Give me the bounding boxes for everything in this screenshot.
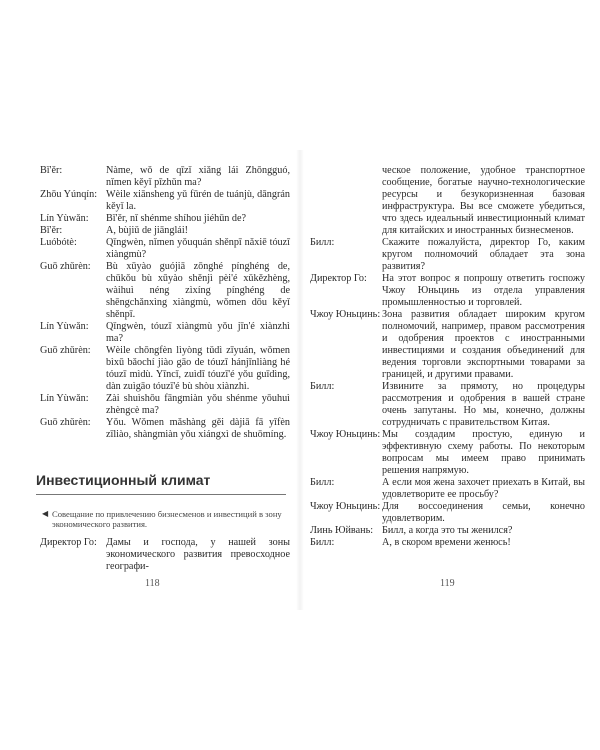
speaker: Директор Го:	[310, 273, 367, 284]
dialogue-line	[40, 189, 290, 213]
dialogue-line	[310, 309, 585, 381]
line-text: Скажите пожалуйста, директор Го, каким кругом полномочий обладает эта зона развития?	[382, 237, 585, 272]
pinyin-dialogue	[40, 165, 290, 441]
speaker: Luóbótè:	[40, 237, 77, 248]
speaker: Чжоу Юньцинь:	[310, 501, 381, 512]
line-text: Зона развития обладает широким кругом полномочий, например, правом рассмотрения и одобрения проектов с иностранными инвестициями и создания объединений для ведения торговли экспортными товарами за границей, и другими правами.	[382, 309, 585, 380]
line-text: Bù xūyào guójiā zōnghé pínghéng de, chūkǒu bù xūyào shěnjì pèi'é xǔkězhèng, wàihuì néng zìxíng pínghéng de shēngchǎnxìng xiàngmù, wǒmen dōu kěyǐ shěnpī.	[106, 261, 290, 320]
speaker: Zhōu Yúnqín:	[40, 189, 98, 200]
line-text: Wèile xiānsheng yǔ fūrén de tuánjù, dāngrán kěyǐ la.	[106, 189, 290, 212]
dialogue-lines	[310, 237, 585, 549]
line-text: A, bùjiǔ de jiānglái!	[106, 225, 189, 236]
speaker: Билл:	[310, 237, 335, 248]
section-title: Инвестиционный климат	[36, 472, 211, 488]
dialogue-line	[310, 381, 585, 429]
dialogue-line	[310, 525, 585, 537]
speaker: Чжоу Юньцинь:	[310, 309, 381, 320]
dialogue-line	[40, 345, 290, 393]
dialogue-line	[40, 213, 290, 225]
russian-dialogue	[310, 165, 585, 549]
speaker: Bǐ'ěr:	[40, 225, 63, 236]
dialogue-line	[40, 537, 290, 573]
context-note-text: Совещание по привлечению бизнесменов и инвестиций в зону экономического развития.	[52, 509, 282, 529]
line-text: Извините за прямоту, но процедуры рассмотрения и одобрения в вашей стране очень запутаны. Но мы, конечно, должны сотрудничать с правительством Китая.	[382, 381, 585, 428]
dialogue-line	[310, 537, 585, 549]
line-text: Qǐngwèn, nǐmen yǒuquán shěnpī nǎxiē tóuzī xiàngmù?	[106, 237, 290, 260]
dialogue-line	[40, 321, 290, 345]
section-divider	[36, 494, 286, 495]
dialogue-line	[40, 165, 290, 189]
speaker: Директор Го:	[40, 537, 97, 548]
line-text: Билл, а когда это ты женился?	[382, 525, 513, 536]
speaker: Билл:	[310, 477, 335, 488]
dialogue-line	[310, 501, 585, 525]
context-note	[42, 509, 287, 529]
line-text: Wèile chōngfèn lìyòng tǔdì zīyuán, wǒmen bìxū bǎochí jiào gāo de tóuzī hánjīnliàng hé tóuzī mìdù. Yīncǐ, zuìdī tóuzī'é yǒu guīdìng, dàn zuìgāo tóuzī'é bù shòu xiànzhì.	[106, 345, 290, 392]
speaker: Билл:	[310, 537, 335, 548]
speaker: Билл:	[310, 381, 335, 392]
line-text: А, в скором времени женюсь!	[382, 537, 511, 548]
line-text: Для воссоединения семьи, конечно удовлетворим.	[382, 501, 585, 524]
speaker: Guō zhǔrèn:	[40, 261, 91, 272]
russian-dialogue-start	[40, 537, 290, 573]
right-page	[300, 0, 600, 750]
dialogue-line	[40, 261, 290, 321]
dialogue-line	[40, 417, 290, 441]
dialogue-line	[310, 237, 585, 273]
page-number: 118	[145, 578, 160, 589]
page-number: 119	[440, 578, 455, 589]
dialogue-line	[40, 393, 290, 417]
continued-text: ческое положение, удобное транспортное сообщение, богатые научно-технологические ресурсы и безукоризненная базовая инфраструктура. Вы все сможете убедиться, что здесь идеальный инвестиционный климат для китайских и иностранных бизнесменов.	[382, 165, 585, 236]
line-text: А если моя жена захочет приехать в Китай, вы удовлетворите ее просьбу?	[382, 477, 585, 500]
speaker: Guō zhǔrèn:	[40, 345, 91, 356]
dialogue-line	[40, 237, 290, 261]
speaker: Guō zhǔrèn:	[40, 417, 91, 428]
dialogue-line	[310, 477, 585, 501]
line-text: На этот вопрос я попрошу ответить госпожу Чжоу Юньцинь из отдела управления промышленностью и торговлей.	[382, 273, 585, 308]
speaker: Линь Юйвань:	[310, 525, 374, 536]
dialogue-line	[40, 225, 290, 237]
triangle-left-icon: ◀	[42, 509, 49, 518]
line-text: Yǒu. Wǒmen mǎshàng gěi dàjiā fā yīfèn zīliào, shàngmiàn yǒu xiángxì de shuōmíng.	[106, 417, 290, 440]
speaker: Lín Yùwǎn:	[40, 213, 89, 224]
dialogue-line	[310, 429, 585, 477]
line-text: Qǐngwèn, tóuzī xiàngmù yǒu jīn'é xiànzhì ma?	[106, 321, 290, 344]
speaker: Lín Yùwǎn:	[40, 321, 89, 332]
line-text: Nàme, wǒ de qīzǐ xiǎng lái Zhōngguó, nǐmen kěyǐ pīzhǔn ma?	[106, 165, 290, 188]
line-text: Мы создадим простую, единую и эффективную схему работы. По некоторым вопросам мы имеем право принимать решения напрямую.	[382, 429, 585, 476]
speaker: Чжоу Юньцинь:	[310, 429, 381, 440]
line-text: Zài shuìshōu fāngmiàn yǒu shénme yōuhuì zhèngcè ma?	[106, 393, 290, 416]
speaker: Lín Yùwǎn:	[40, 393, 89, 404]
line-text: Дамы и господа, у нашей зоны экономического развития превосходное географи-	[106, 537, 290, 572]
line-text: Bǐ'ěr, nǐ shénme shíhou jiéhūn de?	[106, 213, 247, 224]
speaker: Bǐ'ěr:	[40, 165, 63, 176]
dialogue-line	[310, 273, 585, 309]
